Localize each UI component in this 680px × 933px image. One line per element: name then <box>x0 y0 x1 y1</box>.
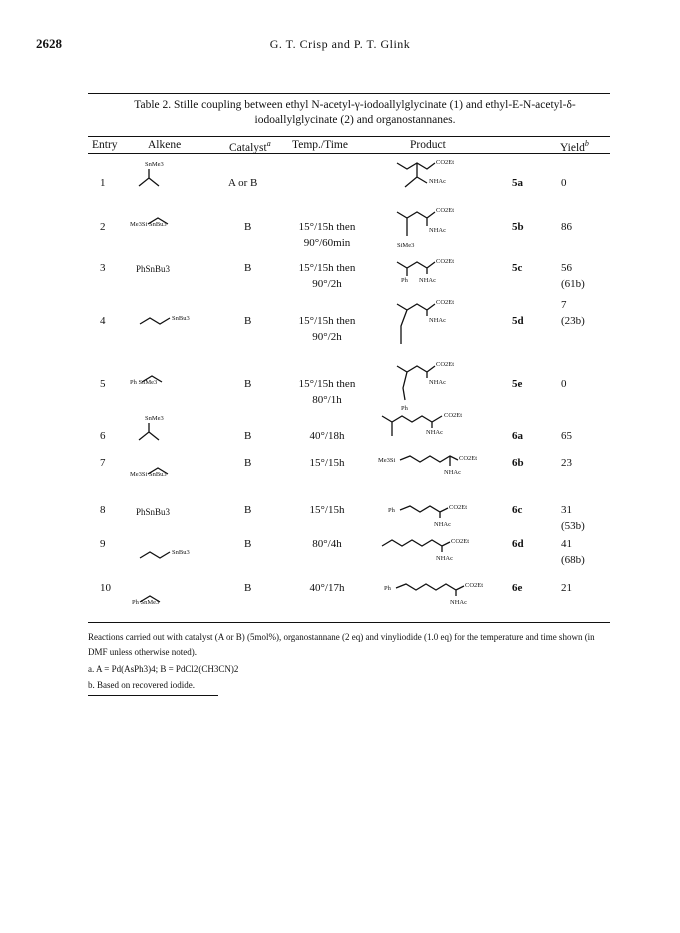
row-8-alkene: PhSnBu3 <box>136 507 171 517</box>
svg-text:CO2Et: CO2Et <box>436 299 455 306</box>
footnote-general: Reactions carried out with catalyst (A or B) (5mol%), organostannane (2 eq) and vinyliodide (1.0 eq) for the temperature and time shown (in DMF unless otherwise noted). <box>88 632 595 657</box>
row-5-catalyst: B <box>244 378 252 390</box>
svg-text:SiMe3: SiMe3 <box>397 242 415 249</box>
row-5-compound: 5e <box>512 378 523 390</box>
row-7-yield: 23 <box>561 457 572 469</box>
row-3-yield-1: 56 <box>561 262 572 274</box>
row-10-entry: 10 <box>100 582 111 594</box>
running-head: G. T. Crisp and P. T. Glink <box>269 37 411 51</box>
header-rule <box>88 153 610 154</box>
row-7-alkene-structure <box>130 462 200 482</box>
row-7-catalyst: B <box>244 457 252 469</box>
svg-text:Ph: Ph <box>401 405 408 412</box>
svg-text:CO2Et: CO2Et <box>436 258 455 265</box>
row-1-compound: 5a <box>512 177 523 189</box>
row-2-entry: 2 <box>100 221 106 233</box>
row-6-catalyst: B <box>244 430 252 442</box>
row-6-alkene-structure <box>135 414 175 444</box>
row-8-catalyst: B <box>244 504 252 516</box>
svg-text:NHAc: NHAc <box>429 379 446 386</box>
row-7-product-structure <box>378 450 498 484</box>
row-10-temp: 40°/17h <box>309 582 345 594</box>
table-bottom-rule <box>88 622 610 623</box>
svg-text:NHAc: NHAc <box>429 317 446 324</box>
footnote-rule <box>88 695 218 696</box>
row-3-product-structure <box>395 252 475 290</box>
svg-text:NHAc: NHAc <box>444 469 461 476</box>
svg-text:NHAc: NHAc <box>450 599 467 606</box>
svg-text:Me3Si SnBu3: Me3Si SnBu3 <box>130 471 167 478</box>
row-9-alkene-structure <box>138 544 198 562</box>
svg-text:Ph SnMe3: Ph SnMe3 <box>132 599 160 606</box>
row-9-catalyst: B <box>244 538 252 550</box>
row-9-yield-1: 41 <box>561 538 572 550</box>
footnote-a: a. A = Pd(AsPh3)4; B = PdCl2(CH3CN)2 <box>88 664 239 674</box>
row-1-product-structure <box>395 155 475 193</box>
svg-text:CO2Et: CO2Et <box>436 159 455 166</box>
caption-rule <box>88 136 610 137</box>
row-4-compound: 5d <box>512 315 524 327</box>
row-2-compound: 5b <box>512 221 524 233</box>
row-8-yield-1: 31 <box>561 504 572 516</box>
row-2-product-structure <box>395 200 475 248</box>
svg-text:CO2Et: CO2Et <box>436 361 455 368</box>
svg-text:CO2Et: CO2Et <box>436 207 455 214</box>
row-3-catalyst: B <box>244 262 252 274</box>
row-10-catalyst: B <box>244 582 252 594</box>
row-3-entry: 3 <box>100 262 106 274</box>
row-4-temp-2: 90°/2h <box>312 331 342 343</box>
row-4-alkene-structure <box>138 310 198 328</box>
row-10-product-structure <box>384 578 484 610</box>
row-5-entry: 5 <box>100 378 106 390</box>
svg-text:NHAc: NHAc <box>426 429 443 436</box>
row-6-yield: 65 <box>561 430 572 442</box>
svg-text:Me3Si: Me3Si <box>378 457 396 464</box>
svg-text:SnMe3: SnMe3 <box>145 161 164 168</box>
svg-text:NHAc: NHAc <box>436 555 453 562</box>
header-product: Product <box>410 139 446 151</box>
row-6-product-structure <box>380 410 490 446</box>
svg-text:CO2Et: CO2Et <box>444 412 463 419</box>
row-5-alkene-structure <box>130 370 210 390</box>
svg-text:NHAc: NHAc <box>434 521 451 528</box>
row-7-temp: 15°/15h <box>309 457 345 469</box>
row-7-compound: 6b <box>512 457 524 469</box>
svg-text:Ph SnMe3: Ph SnMe3 <box>130 379 158 386</box>
row-1-alkene-structure <box>135 160 175 190</box>
footnote-b: b. Based on recovered iodide. <box>88 680 195 690</box>
row-2-catalyst: B <box>244 221 252 233</box>
row-9-entry: 9 <box>100 538 106 550</box>
svg-text:CO2Et: CO2Et <box>449 504 468 511</box>
row-8-temp: 15°/15h <box>309 504 345 516</box>
header-entry: Entry <box>92 139 118 151</box>
row-4-yield-2: (23b) <box>561 315 585 327</box>
header-catalyst: Catalyst$^a$ <box>229 139 271 154</box>
row-5-temp-1: 15°/15h then <box>298 378 356 390</box>
row-8-entry: 8 <box>100 504 106 516</box>
row-9-temp: 80°/4h <box>312 538 342 550</box>
row-2-alkene-structure <box>130 212 200 232</box>
svg-text:Ph: Ph <box>384 585 391 592</box>
row-4-temp-1: 15°/15h then <box>298 315 356 327</box>
row-5-temp-2: 80°/1h <box>312 394 342 406</box>
row-1-catalyst: A or B <box>228 177 258 189</box>
svg-text:SnBu3: SnBu3 <box>172 549 190 556</box>
svg-text:NHAc: NHAc <box>429 227 446 234</box>
svg-text:CO2Et: CO2Et <box>459 455 478 462</box>
svg-text:Ph: Ph <box>401 277 408 284</box>
row-4-product-structure <box>395 292 475 348</box>
svg-text:Ph: Ph <box>388 507 395 514</box>
row-9-product-structure <box>380 534 490 566</box>
row-3-alkene: PhSnBu3 <box>136 264 171 274</box>
row-10-yield: 21 <box>561 582 572 594</box>
row-3-temp-2: 90°/2h <box>312 278 342 290</box>
svg-text:CO2Et: CO2Et <box>451 538 470 545</box>
row-2-temp-1: 15°/15h then <box>298 221 356 233</box>
row-9-yield-2: (68b) <box>561 554 585 566</box>
svg-text:SnBu3: SnBu3 <box>172 315 190 322</box>
header-temp-time: Temp./Time <box>292 139 348 151</box>
row-4-catalyst: B <box>244 315 252 327</box>
row-10-compound: 6e <box>512 582 523 594</box>
svg-text:CO2Et: CO2Et <box>465 582 484 589</box>
row-1-entry: 1 <box>100 177 106 189</box>
svg-text:NHAc: NHAc <box>419 277 436 284</box>
header-yield: Yield$^b$ <box>560 139 589 154</box>
row-3-yield-2: (61b) <box>561 278 585 290</box>
row-2-temp-2: 90°/60min <box>303 237 351 249</box>
svg-text:SnMe3: SnMe3 <box>145 415 164 422</box>
page-number: 2628 <box>36 36 62 51</box>
row-6-compound: 6a <box>512 430 523 442</box>
row-4-yield-1: 7 <box>561 299 567 311</box>
row-6-entry: 6 <box>100 430 106 442</box>
row-8-yield-2: (53b) <box>561 520 585 532</box>
header-alkene: Alkene <box>148 139 182 151</box>
row-1-yield: 0 <box>561 177 567 189</box>
row-10-alkene-structure <box>132 592 212 612</box>
row-7-entry: 7 <box>100 457 106 469</box>
row-9-compound: 6d <box>512 538 524 550</box>
row-8-compound: 6c <box>512 504 523 516</box>
table-caption: Table 2. Stille coupling between ethyl N-acetyl-γ-iodoallylglycinate (1) and ethyl-E-N-acetyl-δ-iodoallylglycinate (2) and organostannanes. <box>134 99 576 126</box>
row-2-yield: 86 <box>561 221 572 233</box>
table-top-rule <box>88 93 610 94</box>
svg-text:NHAc: NHAc <box>429 178 446 185</box>
row-4-entry: 4 <box>100 315 106 327</box>
row-6-temp: 40°/18h <box>309 430 345 442</box>
row-3-temp-1: 15°/15h then <box>298 262 356 274</box>
row-8-product-structure <box>388 500 488 532</box>
row-3-compound: 5c <box>512 262 523 274</box>
svg-text:Me3Si SnBu3: Me3Si SnBu3 <box>130 221 167 228</box>
row-5-product-structure <box>395 352 475 412</box>
row-5-yield: 0 <box>561 378 567 390</box>
